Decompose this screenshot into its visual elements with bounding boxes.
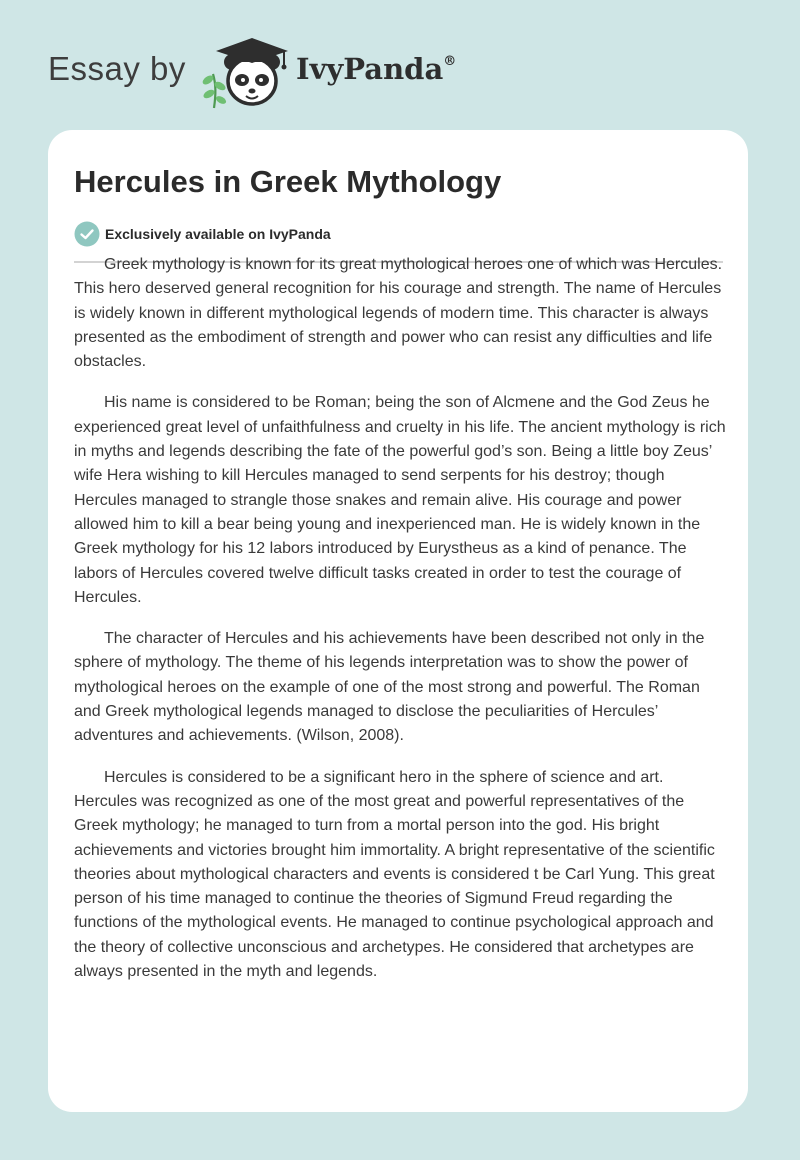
registered-mark: ® [443,54,457,69]
exclusive-badge-text: Exclusively available on IvyPanda [105,226,331,242]
panda-graduate-icon[interactable] [200,36,294,110]
exclusive-badge [74,221,331,247]
paragraph: The character of Hercules and his achievements have been described not only in the sphere of mythology. The theme of his legends interpretation was to show the power of mythological heroes on the example of one of the most strong and powerful. The Roman and Greek mythological legends managed to disclose the peculiarities of Hercules’ adventures and achievements. (Wilson, 2008). [74,630,705,745]
essay-body [74,253,726,1001]
essay-by-label: Essay by [48,50,186,87]
brand-name: IvyPanda [296,52,444,86]
essay-card [48,130,748,1112]
paragraph: Hercules is considered to be a significant hero in the sphere of science and art. Hercules was recognized as one of the most great and powerful representatives of the Greek mythology; he managed to turn from a mortal person into the god. His bright achievements and victories brought him immortality. A bright representative of the scientific theories about mythological characters and events is considered t be Carl Yung. This great person of his time managed to continue the theories of Sigmund Freud regarding the functions of the mythological events. He managed to continue psychological approach and the theory of collective unconscious and archetypes. He considered that archetypes are always presented in the myth and legends. [74,768,715,981]
site-header [0,0,800,130]
checkmark-circle-icon [74,221,100,247]
brand-logo-text[interactable] [296,52,456,86]
paragraph: Greek mythology is known for its great mythological heroes one of which was Hercules. This hero deserved general recognition for his courage and strength. The name of Hercules is widely known in different mythological legends of modern time. This character is always presented as the embodiment of strength and power who can resist any difficulties and life obstacles. [74,256,723,371]
paragraph: His name is considered to be Roman; being the son of Alcmene and the God Zeus he experienced great level of unfaithfulness and cruelty in his life. The ancient mythology is rich in myths and legends describing the fate of the powerful god’s son. Being a little boy Zeus’ wife Hera wishing to kill Hercules managed to send serpents for his destroy; though Hercules managed to strangle those snakes and remain alive. His courage and power allowed him to kill a bear being young and inexperienced man. He is widely known in the Greek mythology for his 12 labors introduced by Eurystheus as a kind of penance. The labors of Hercules covered twelve difficult tasks created in order to test the courage of Hercules. [74,394,726,606]
page-title: Hercules in Greek Mythology [74,164,502,199]
